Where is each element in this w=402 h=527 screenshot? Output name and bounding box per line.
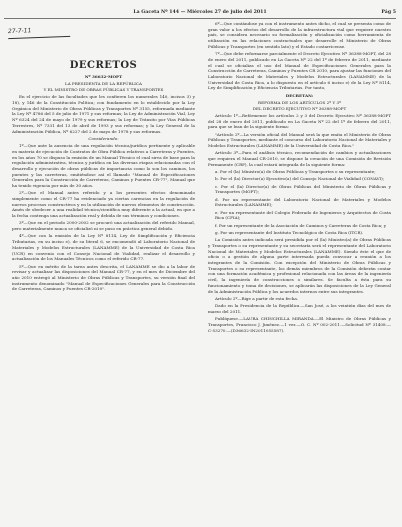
decretan-heading: DECRETAN: bbox=[285, 92, 314, 98]
section-title: DECRETOS bbox=[69, 60, 138, 71]
reform-title: REFORMA DE LOS ARTÍCULOS 2º Y 3º DEL DECRETO EJECUTIVO Nº 36388-MOPT bbox=[252, 99, 347, 111]
decree-number: Nº 36632-MOPT bbox=[84, 74, 123, 79]
considerando-heading: Considerando: bbox=[88, 135, 119, 141]
considerando-5: 5º—Que en mérito de la tarea antes descrita, el LANAMME se dio a la labor de revisar y actualizar las disposiciones del Manual CR-77, y en el mes de Diciembre del año 2010 entregó al Ministerio de Obras Públicas y Transportes, su versión final del instrumento denominado "Manual de Especificaciones Generales para la Construcción de Carreteras, Caminos y Puentes CR-2010". bbox=[12, 263, 195, 292]
considerando-1: 1º—Que ante la ausencia de una regulación técnica/jurídica pertinente y aplicable en materia de ejecución de Contratos de Obra Pública relativos a Carreteras y Puentes, en los años 70 se dispuso la emisión de un Manual Técnico el cual sirva de base para la regulación administrativa, técnica y jurídica en las diversas etapas relacionadas con el desarrollo y ejecución de obras públicas de importancia como lo son los caminos, los puentes y las carreteras, emitiéndose así el llamado "Manual de Especificaciones Generales para la Construcción de Carreteras, Caminos y Puentes CR-77", Manual que ha tenido vigencia por más de 30 años. bbox=[12, 143, 195, 189]
commission-text: La Comisión antes indicada será presidida por el (la) Ministro(a) de Obras Públicas y Transportes o su representante y su secretaría será el representante del Laboratorio Nacional de Materiales y Modelos Estructurales (LANAMME). Siendo éste el que de oficio o a gestión de alguna parte interesada pueda convocar a reunión a los integrantes de la Comisión. Con excepción del Ministerio de Obras Públicas y Transportes o su representante, los demás miembros de la Comisión deberán contar con una formación académica y profesional relacionada con las áreas de la ingeniería civil, la ingeniería de construcciones o similares. Se faculta a ésta para su funcionamiento y toma de decisiones, se aplicarán las disposiciones de la Ley General de la Administración Pública y los acuerdos internos entre sus integrantes. bbox=[208, 237, 391, 294]
commission-members-list bbox=[208, 169, 391, 236]
considerando-2: 2º—Que el Manual antes referido y a los presentes efectos denominado simplemente como el CR-77 ha evidenciado ya ciertas carencias en la regulación de nuevos procesos constructivos y en la utilización de nuevos elementos de construcción. Amén de obedecer a una realidad técnico/científica muy diferente a la actual, en que a la fecha contenga una actualización real y debida de sus términos y condiciones. bbox=[12, 190, 195, 219]
list-item: f. Por un representante de la Asociación de Caminos y Carreteras de Costa Rica; y bbox=[215, 222, 387, 228]
page-number: Pág 5 bbox=[381, 10, 396, 15]
preamble: En el ejercicio de las facultades que les confieren los numerales 140, incisos 3) y 18), y 146 de la Constitución Política; con fundamento en lo establecido por la Ley Orgánica del Ministerio de Obras Públicas y Transportes Nº 3155, reformada mediante la Ley Nº 4786 del 5 de julio de 1971 y sus reformas; la Ley de Administración Vial, Ley Nº 6324 del 24 de mayo de 1979 y sus reformas; la Ley de Tránsito por Vías Públicas Terrestres, Nº 7331 del 13 de abril de 1993 y sus reformas; y la Ley General de la Administración Pública, Nº 6227 del 2 de mayo de 1978 y sus reformas. bbox=[12, 94, 195, 134]
list-item: g. Por un representante del Instituto Tecnológico de Costa Rica (ITCR). bbox=[215, 229, 364, 235]
gazette-issue-title: La Gaceta Nº 144 — Miércoles 27 de julio del 2011 bbox=[133, 10, 267, 15]
article-1: Artículo 1º—Refórmense los artículos 2 y 3 del Decreto Ejecutivo Nº 36388-MOPT del 28 de enero del 2011, publicado en La Gaceta Nº 22 del 1º de febrero del 2011, para que se lean de la siguiente forma: bbox=[208, 112, 391, 130]
list-item: c. Por el (la) Director(a) de Obras Públicas del Ministerio de Obras Públicas y Transportes (MOPT); bbox=[215, 183, 391, 195]
article-2-text: "Artículo 2º—La versión oficial del Manual será la que emita el Ministerio de Obras Públicas y Transportes, mediante el concurso del Laboratorio Nacional de Materiales y Modelos Estructurales (LANAMME) de la Universidad de Costa Rica." bbox=[208, 131, 391, 149]
signature-block: Publíquese.—LAURA CHINCHILLA MIRANDA.—El Ministro de Obras Públicas y Transportes, Francisco J. Jiménez.—1 vez.—O. C. Nº 002-2011.—Solicitud Nº 31408.—C-53270.—(D36632-IN2011055587). bbox=[208, 316, 391, 333]
list-item: e. Por un representante del Colegio Federado de Ingenieros y Arquitectos de Costa Rica (CFIA); bbox=[215, 209, 391, 221]
handwritten-date-note: 27-7-11 bbox=[8, 24, 70, 39]
dado-en: Dado en la Presidencia de la República.—San José, a los veintiún días del mes de marzo del 2011. bbox=[208, 303, 391, 314]
article-2-rige: Artículo 2º—Rige a partir de esta fecha. bbox=[215, 295, 299, 301]
considerando-7: 7º—Que debe reformarse parcialmente el Decreto Ejecutivo Nº 36388-MOPT, del 28 de enero del 2011, publicado en La Gaceta Nº 22 del 1º de febrero de 2011, mediante el cual se oficializa el uso del Manual de Especificaciones Generales para la Construcción de Carreteras, Caminos y Puentes CR 2010, para ajustar las funciones del Laboratorio Nacional de Materiales y Modelos Estructurales (LANAMME) de la Universidad de Costa Rica, a lo dispuesto en el artículo 6 inciso e) de la Ley Nº 8114, Ley de Simplificación y Eficiencia Tributarias. Por tanto, bbox=[208, 51, 392, 91]
page-header bbox=[4, 8, 396, 19]
considerando-4: 4º—Que con la emisión de la Ley Nº 8114, Ley de Simplificación y Eficiencia Tributarias, en su inciso e), de su literal 6, se encomendó al Laboratorio Nacional de Materiales y Modelos Estructurales (LANAMME) de la Universidad de Costa Rica (UCR) en convenio con el Consejo Nacional de Vialidad, realizar el desarrollo y actualización de los Manuales Técnicos como el referido CR-77. bbox=[12, 233, 195, 262]
considerando-6: 6º—Que contándose ya con el instrumento antes dicho, el cual se presenta como de gran valor a los efectos del desarrollo de la infraestructura vial que requiere nuestro país, se considera necesario su formalización y oficialización como herramienta de utilización en las relaciones contractuales que desarrolle el Ministerio de Obras Públicas y Transportes (en sentido lato) y el Estado costarricense. bbox=[208, 21, 391, 49]
considerando-3: 3º—Que en el periodo 2000-2002 se procuró una actualización del referido Manual, pero materialmente nunca se oficializó ni se puso en práctica general debido. bbox=[12, 220, 195, 232]
list-item: d. Por un representante del Laboratorio Nacional de Materiales y Modelos Estructurales (LANAMME); bbox=[215, 196, 391, 208]
list-item: b. Por el (la) Director(a) Ejecutivo(a) del Consejo Nacional de Vialidad (CONAVI); bbox=[215, 176, 385, 182]
article-3-text: Artículo 3º—Para el análisis técnico, recomendación de cambios y actualizaciones que requiera el Manual CR-2010, se dispone la creación de una Comisión de Revisión Permanente (CRP), la cual estará integrada de la siguiente forma: bbox=[208, 150, 391, 167]
list-item: a. Por el (la) Ministro(a) de Obras Públicas y Transportes o su representante; bbox=[215, 169, 376, 175]
left-column bbox=[12, 60, 195, 294]
issuing-authorities: LA PRESIDENTA DE LA REPÚBLICA Y EL MINISTRO DE OBRAS PÚBLICAS Y TRANSPORTES bbox=[43, 81, 164, 92]
right-column bbox=[208, 21, 391, 335]
